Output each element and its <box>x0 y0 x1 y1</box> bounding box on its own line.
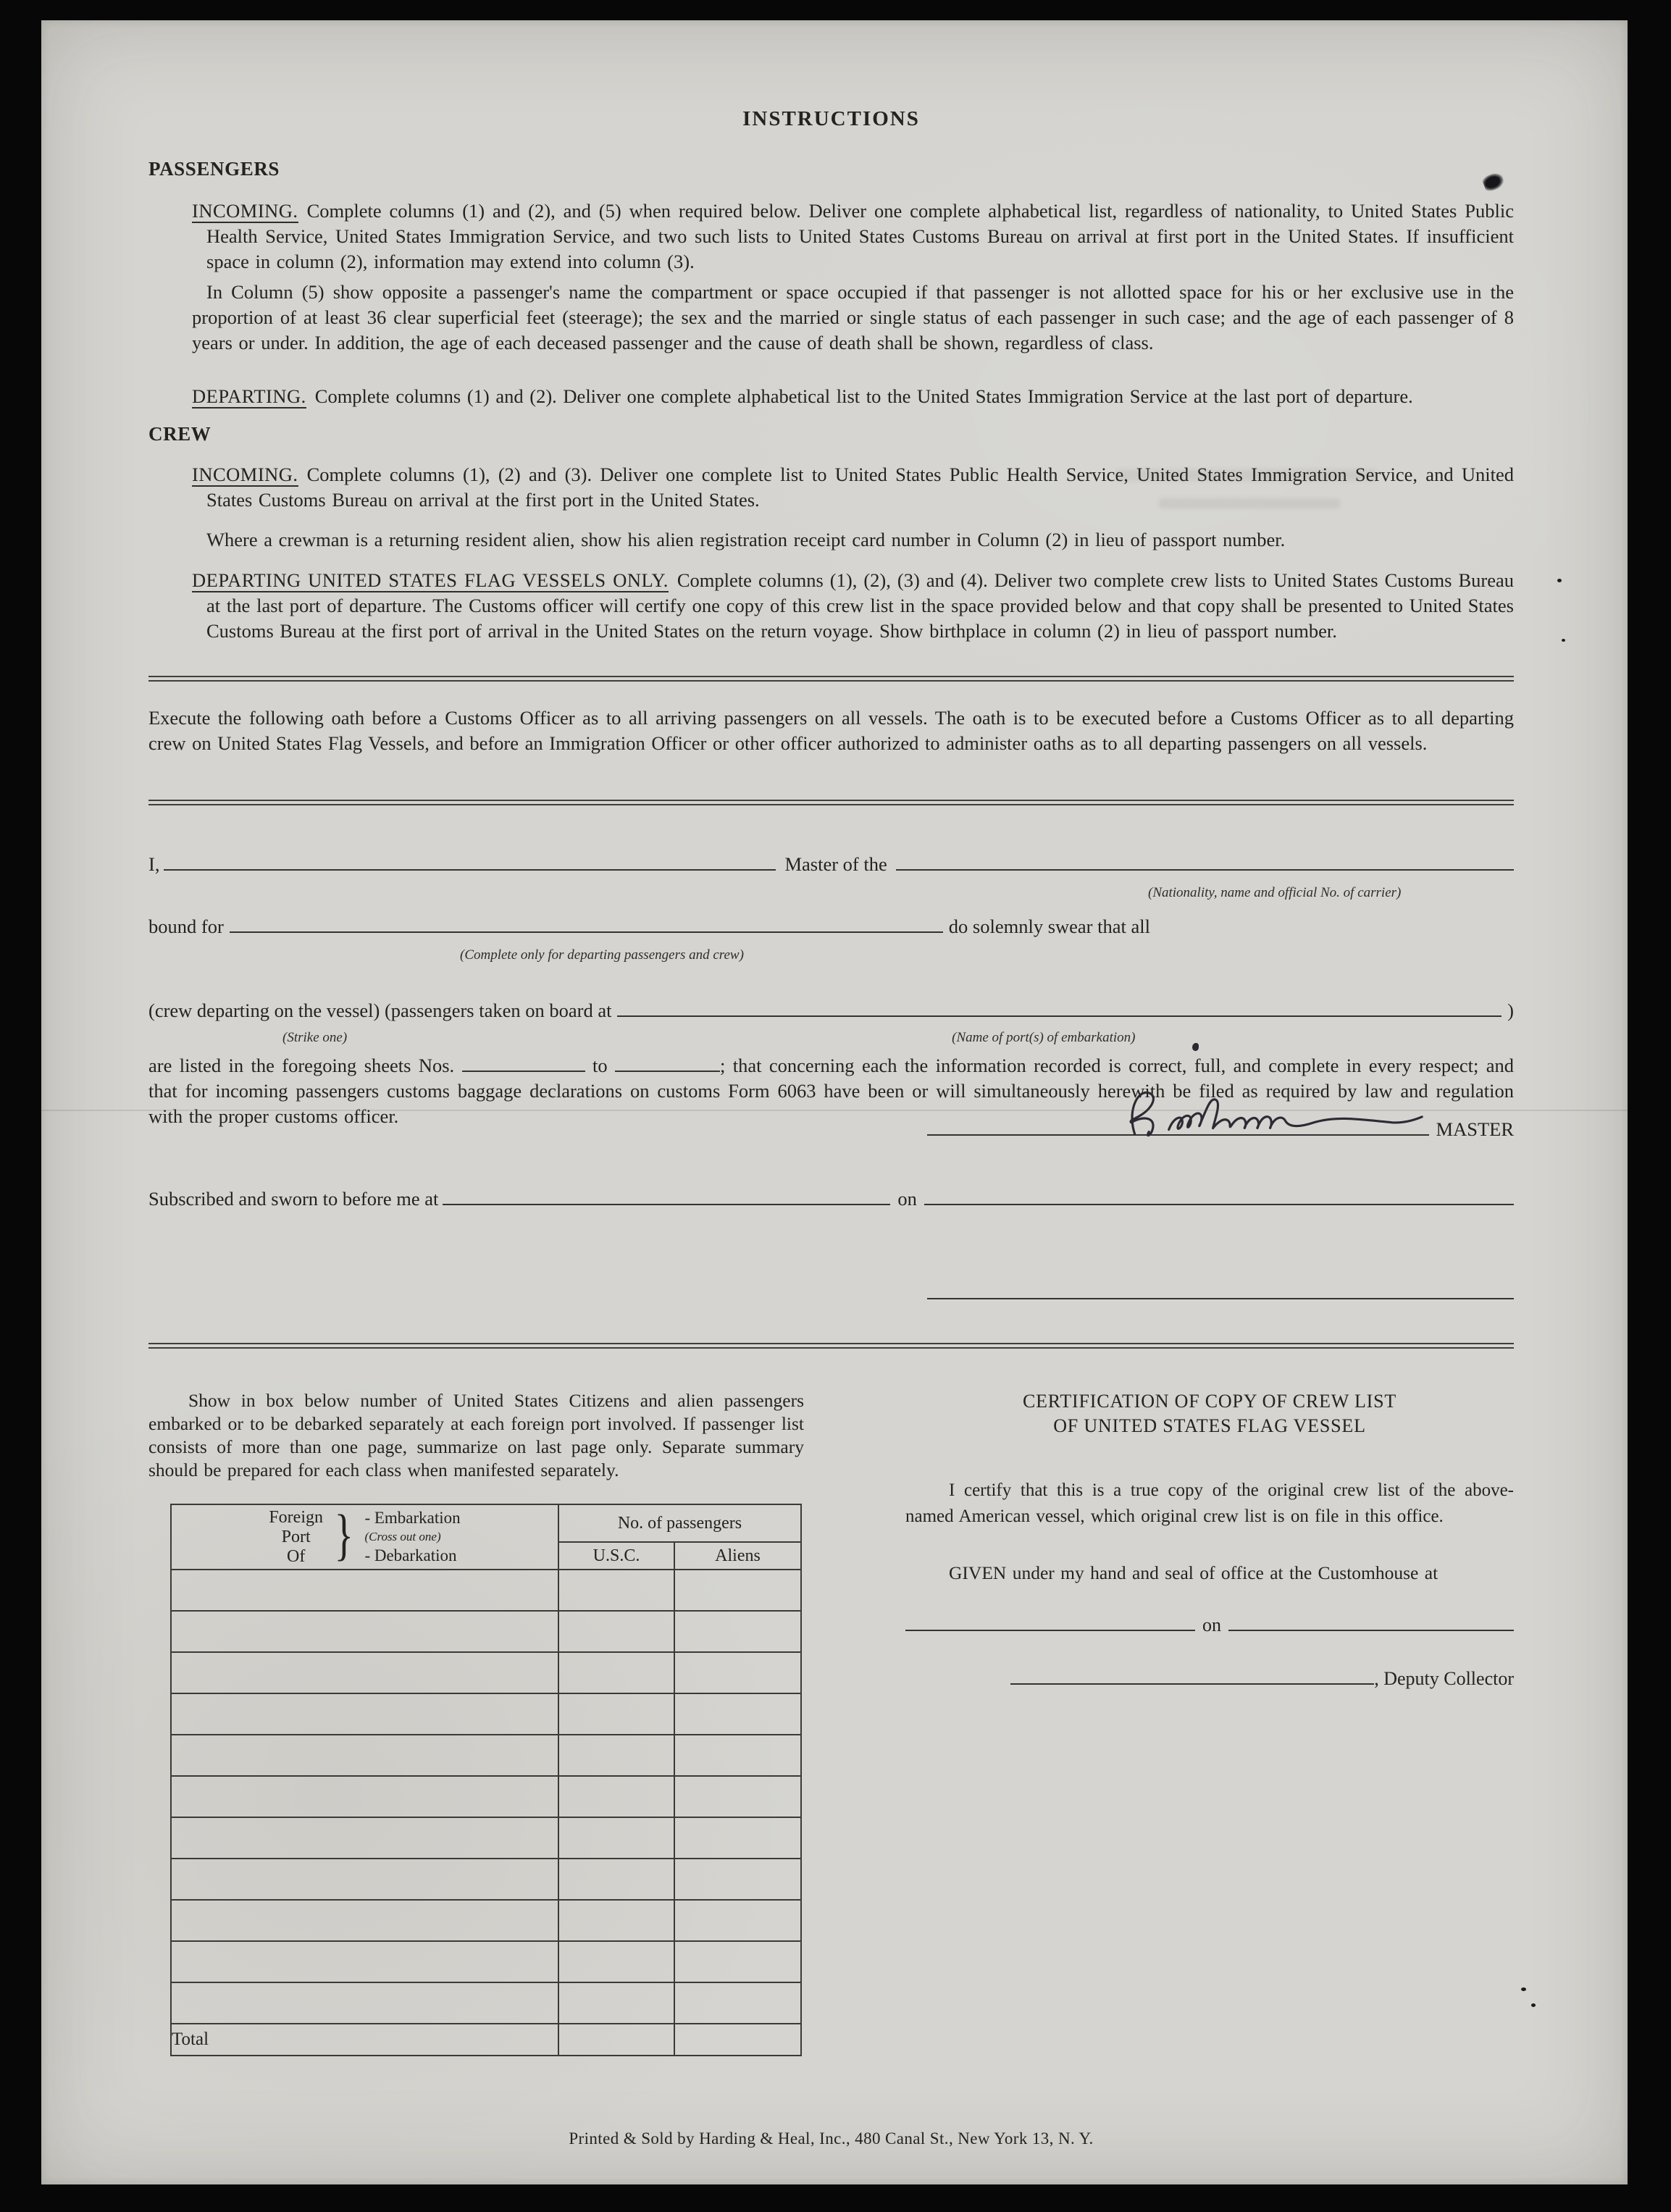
certification-column <box>905 1389 1514 2056</box>
embark-debark-options <box>364 1509 460 1565</box>
summary-empty-cell <box>558 1652 674 1693</box>
certification-given: GIVEN under my hand and seal of office at the Customhouse at <box>949 1562 1438 1583</box>
embarkation-option: - Embarkation <box>364 1509 461 1527</box>
summary-header-row <box>171 1504 801 1542</box>
bleedthrough-artifact <box>1159 498 1340 508</box>
speck-artifact <box>1531 2003 1536 2007</box>
deputy-collector-label: , Deputy Collector <box>1374 1668 1514 1689</box>
summary-empty-cell <box>674 1941 801 1982</box>
subscribed-on-label: on <box>897 1188 917 1210</box>
subscribed-date-blank <box>924 1204 1514 1205</box>
summary-empty-cell <box>171 1941 558 1982</box>
page-title: INSTRUCTIONS <box>742 107 920 130</box>
bound-for-caption: (Complete only for departing passengers and crew) <box>460 947 744 963</box>
passengers-departing-text: Complete columns (1) and (2). Deliver one complete alphabetical list to the United States Immigration Service at the last port of departure. <box>314 385 1413 407</box>
summary-empty-row <box>171 1693 801 1735</box>
crew-incoming-label: INCOMING. <box>192 464 298 485</box>
bound-for-row <box>148 916 1514 938</box>
subscribed-label: Subscribed and sworn to before me at <box>148 1188 439 1210</box>
foreign-port-header-cell <box>171 1504 558 1570</box>
total-label: Total <box>171 2024 558 2056</box>
sheets-lead-text: are listed in the foregoing sheets Nos. <box>148 1055 455 1076</box>
crew-departing-paragraph <box>148 568 1514 644</box>
oath-intro-paragraph: Execute the following oath before a Customs Officer as to all arriving passengers on all vessels. The oath is to be executed before a Customs Officer as to all departing crew on United States Flag Vessels, and before an Immigration Officer or other officer authorized to administer oaths as to all departing passengers on all vessels. <box>148 707 1514 754</box>
summary-empty-row <box>171 1735 801 1776</box>
summary-empty-cell <box>674 1735 801 1776</box>
foreign-port-words <box>269 1508 323 1567</box>
sheets-from-blank <box>462 1071 585 1072</box>
bound-for-label: bound for <box>148 916 224 937</box>
sheets-to-blank <box>615 1071 720 1072</box>
summary-empty-cell <box>674 1570 801 1611</box>
summary-empty-cell <box>171 1900 558 1941</box>
passengers-incoming-paragraph <box>148 198 1514 275</box>
summary-empty-row <box>171 1941 801 1982</box>
summary-empty-row <box>171 1652 801 1693</box>
passengers-heading: PASSENGERS <box>148 158 280 180</box>
summary-empty-cell <box>171 1652 558 1693</box>
summary-empty-cell <box>171 1776 558 1817</box>
summary-empty-cell <box>558 1611 674 1652</box>
foreign-port-header <box>172 1503 558 1567</box>
summary-empty-cell <box>171 1611 558 1652</box>
summary-empty-cell <box>674 1776 801 1817</box>
summary-empty-cell <box>558 1900 674 1941</box>
paper-sheet <box>41 20 1628 2184</box>
brace-glyph: } <box>334 1503 353 1566</box>
strike-caption-row <box>148 1030 1514 1046</box>
customhouse-row <box>905 1614 1514 1636</box>
summary-empty-cell <box>558 1859 674 1900</box>
printer-footer: Printed & Sold by Harding & Heal, Inc., 480 Canal St., New York 13, N. Y. <box>569 2129 1094 2148</box>
aliens-header: Aliens <box>674 1542 801 1570</box>
pen-mark-artifact <box>1192 1043 1199 1051</box>
speck-artifact <box>1557 579 1562 582</box>
speck-artifact <box>1521 1987 1526 1991</box>
summary-empty-cell <box>674 1859 801 1900</box>
swear-label: do solemnly swear that all <box>948 916 1150 937</box>
embarkation-port-caption: (Name of port(s) of embarkation) <box>952 1030 1136 1045</box>
divider-rule-bottom <box>148 1343 1514 1349</box>
summary-empty-cell <box>674 1652 801 1693</box>
summary-empty-cell <box>558 1570 674 1611</box>
usc-header: U.S.C. <box>558 1542 674 1570</box>
speck-artifact <box>1562 639 1565 642</box>
officer-signature-line <box>927 1298 1514 1299</box>
bleedthrough-artifact <box>1115 469 1376 481</box>
carrier-caption: (Nationality, name and official No. of carrier) <box>1148 885 1402 900</box>
certification-body: I certify that this is a true copy of the original crew list of the above-named American vessel, which original crew list is on file in this office. <box>905 1480 1514 1526</box>
subscribed-place-blank <box>443 1204 890 1205</box>
summary-empty-row <box>171 1570 801 1611</box>
summary-empty-cell <box>171 1817 558 1859</box>
total-aliens-cell <box>674 2024 801 2056</box>
deputy-row <box>905 1668 1514 1690</box>
summary-empty-row <box>171 1900 801 1941</box>
cross-out-caption: (Cross out one) <box>364 1530 441 1543</box>
master-label: MASTER <box>1436 1118 1514 1140</box>
summary-empty-cell <box>674 1900 801 1941</box>
crew-incoming-text: Complete columns (1), (2) and (3). Deliver one complete list to United States Public Health Service, United States Immigration Service, and United States Customs Bureau on arrival at the first port in the United States. <box>206 464 1514 511</box>
summary-empty-cell <box>674 1611 801 1652</box>
summary-empty-row <box>171 1776 801 1817</box>
divider-rule-oath <box>148 800 1514 805</box>
column5-paragraph: In Column (5) show opposite a passenger's name the compartment or space occupied if that passenger is not allotted space for his or her exclusive use in the proportion of at least 36 clear superficial feet (steerage); the sex and the married or single status of each passenger in such case; and the age of each passenger of 8 years or under. In addition, the age of each deceased passenger and the cause of death shall be shown, regardless of class. <box>192 281 1514 353</box>
passengers-departing-label: DEPARTING. <box>192 385 306 407</box>
summary-empty-cell <box>558 1941 674 1982</box>
master-signature-row <box>927 1118 1514 1141</box>
passengers-incoming-text: Complete columns (1) and (2), and (5) when required below. Deliver one complete alphabetical list, regardless of nationality, to United States Public Health Service, United States Immigration Service, and two such lists to United States Customs Bureau on arrival at first port in the United States. If insufficient space in column (2), information may extend into column (3). <box>206 200 1514 272</box>
summary-total-row <box>171 2024 801 2056</box>
lower-section <box>148 1389 1514 2056</box>
summary-empty-cell <box>171 1693 558 1735</box>
passenger-summary-table <box>170 1504 802 2056</box>
foreign-word: Foreign <box>269 1507 323 1527</box>
summary-empty-cell <box>674 1693 801 1735</box>
fold-crease <box>41 1110 1628 1111</box>
summary-empty-row <box>171 1611 801 1652</box>
debarkation-option: - Debarkation <box>364 1546 457 1564</box>
port-word: Port <box>281 1527 311 1546</box>
customhouse-blank <box>905 1630 1195 1631</box>
master-name-blank <box>164 869 776 871</box>
summary-empty-row <box>171 1982 801 2024</box>
total-usc-cell <box>558 2024 674 2056</box>
sheets-to-label: to <box>592 1055 608 1076</box>
master-of-label: Master of the <box>784 853 887 875</box>
master-name-row <box>148 853 1514 876</box>
summary-instructions: Show in box below number of United States Citizens and alien passengers embarked or to be debarked separately at each foreign port involved. If passenger list consists of more than one page, summarize on last page only. Separate summary should be prepared for each class when manifested separately. <box>148 1390 804 1480</box>
cert-on-label: on <box>1202 1614 1221 1635</box>
embark-port-row <box>148 1000 1514 1022</box>
strike-label: (crew departing on the vessel) (passengers taken on board at <box>148 1000 612 1021</box>
passengers-incoming-label: INCOMING. <box>192 200 298 222</box>
vessel-name-blank <box>896 869 1514 871</box>
bound-for-blank <box>230 931 943 933</box>
certification-title-line1: CERTIFICATION OF COPY OF CREW LIST <box>1022 1391 1397 1412</box>
crew-departing-text: Complete columns (1), (2), (3) and (4). Deliver two complete crew lists to United States Customs Bureau at the last port of departure. The Customs officer will certify one copy of this crew list in the space provided below and that copy shall be presented to United States Customs Bureau at the first port of arrival in the United States on the return voyage. Show birthplace in column (2) in lieu of passport number. <box>206 569 1514 642</box>
summary-empty-cell <box>171 1982 558 2024</box>
summary-empty-cell <box>674 1982 801 2024</box>
summary-empty-cell <box>171 1735 558 1776</box>
summary-empty-row <box>171 1859 801 1900</box>
i-label: I, <box>148 853 160 875</box>
embark-port-blank <box>617 1015 1502 1017</box>
crew-resident-alien-paragraph: Where a crewman is a returning resident alien, show his alien registration receipt card number in Column (2) in lieu of passport number. <box>206 529 1286 550</box>
subscribed-row <box>148 1188 1514 1210</box>
crew-heading: CREW <box>148 423 212 445</box>
deputy-signature-blank <box>1010 1683 1374 1685</box>
summary-empty-cell <box>171 1859 558 1900</box>
cert-date-blank <box>1228 1630 1514 1631</box>
passengers-count-header: No. of passengers <box>558 1504 801 1542</box>
summary-empty-row <box>171 1817 801 1859</box>
passengers-departing-paragraph <box>148 384 1514 409</box>
summary-empty-cell <box>558 1817 674 1859</box>
strike-one-caption: (Strike one) <box>282 1030 348 1045</box>
summary-empty-cell <box>558 1735 674 1776</box>
summary-empty-cell <box>558 1776 674 1817</box>
master-signature-line <box>927 1134 1429 1136</box>
summary-empty-cell <box>558 1693 674 1735</box>
divider-rule-top <box>148 676 1514 682</box>
summary-empty-cell <box>674 1817 801 1859</box>
sheets-tail-text: ; that concerning each the information recorded is correct, full, and complete in every respect; and that for incoming passengers customs baggage declarations on customs Form 6063 have been or will simultaneously herewith be filed as required by law and regulation with the proper customs officer. <box>148 1055 1515 1127</box>
close-paren-label: ) <box>1507 1000 1514 1021</box>
of-word: Of <box>287 1546 306 1566</box>
summary-column <box>148 1389 804 2056</box>
crew-departing-label: DEPARTING UNITED STATES FLAG VESSELS ONLY. <box>192 569 669 591</box>
summary-empty-cell <box>558 1982 674 2024</box>
summary-empty-cell <box>171 1570 558 1611</box>
certification-title-line2: OF UNITED STATES FLAG VESSEL <box>1053 1415 1366 1436</box>
